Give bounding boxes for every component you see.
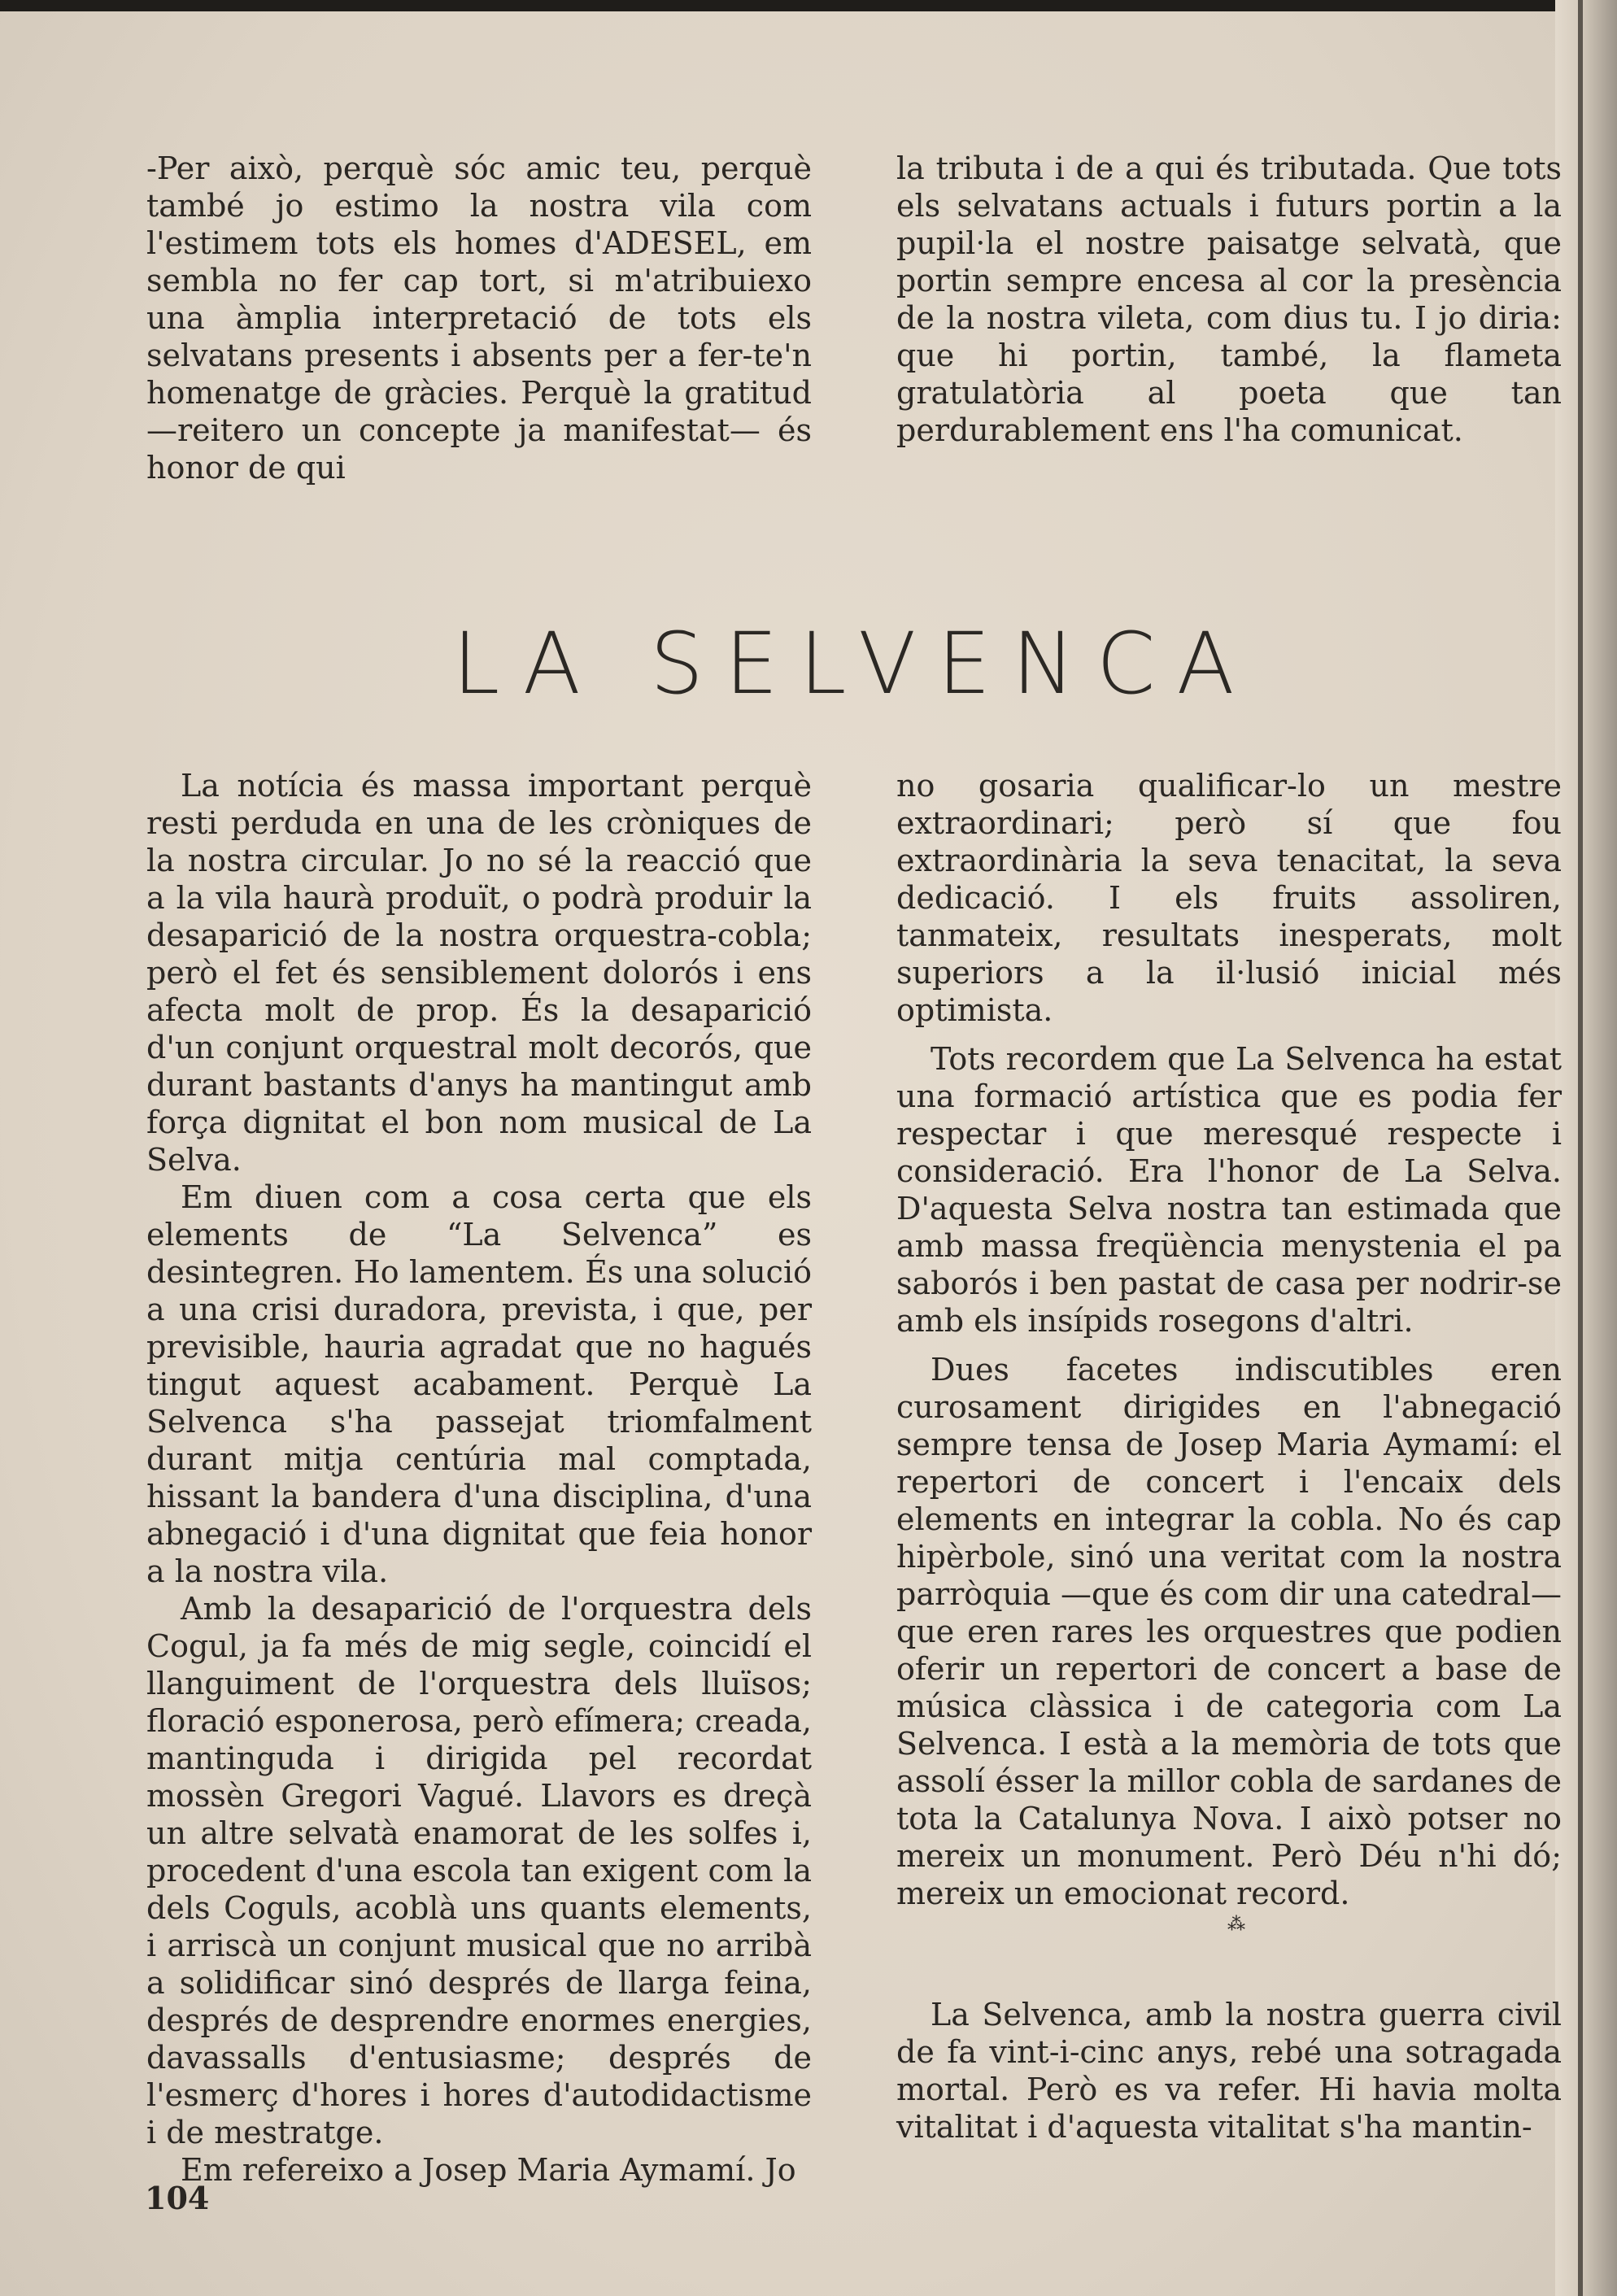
article-column-right xyxy=(896,767,1562,1912)
article-paragraph: La Selvenca, amb la nostra guerra civil de fa vint-i-cinc anys, rebé una sotragada mortal. Però es va refer. Hi havia molta vitalitat i d'aquesta vitalitat s'ha mantin- xyxy=(896,1997,1562,2145)
article-title: LA SELVENCA xyxy=(452,614,1256,713)
article-continuation xyxy=(896,1996,1562,2146)
article-paragraph: Em diuen com a cosa certa que els elements de “La Selvenca” es desintegren. Ho lamentem. És una solució a una crisi duradora, prevista, i que, per previsible, hauria agradat que no hagués tingut aquest acabament. Perquè La Selvenca s'ha passejat triomfalment durant mitja centúria mal comptada, hissant la bandera d'una disciplina, d'una abnegació i d'una dignitat que feia honor a la nostra vila. xyxy=(146,1179,812,1589)
article-paragraph: Dues facetes indiscutibles eren curosament dirigides en l'abnegació sempre tensa de Josep Maria Aymamí: el repertori de concert i l'encaix dels elements en integrar la cobla. No és cap hipèrbole, sinó una veritat com la nostra parròquia —que és com dir una catedral— que eren rares les orquestres que podien oferir un repertori de concert a base de música clàssica i de categoria com La Selvenca. I està a la memòria de tots que assolí ésser la millor cobla de sardanes de tota la Catalunya Nova. I això potser no mereix un monument. Però Déu n'hi dó; mereix un emocionat record. xyxy=(896,1352,1562,1911)
intro-paragraph-left: -Per això, perquè sóc amic teu, perquè també jo estimo la nostra vila com l'estimem tots els homes d'ADESEL, em sembla no fer cap tort, si m'atribuiexo una àmplia interpretació de tots els selvatans presents i absents per a fer-te'n homenatge de gràcies. Perquè la gratitud —reitero un concepte ja manifestat— és honor de qui xyxy=(146,150,812,486)
article-paragraph: La notícia és massa important perquè resti perduda en una de les cròniques de la nostra circular. Jo no sé la reacció que a la vila haurà produït, o podrà produir la desaparició de la nostra orquestra-cobla; però el fet és sensiblement dolorós i ens afecta molt de prop. És la desaparició d'un conjunt orquestral molt decorós, que durant bastants d'anys ha mantingut amb força dignitat el bon nom musical de La Selva. xyxy=(146,768,812,1178)
article-paragraph: Amb la desaparició de l'orquestra dels Cogul, ja fa més de mig segle, coincidí el llanguiment de l'orquestra dels lluïsos; floració esponerosa, però efímera; creada, mantinguda i dirigida pel recordat mossèn Gregori Vagué. Llavors es dreçà un altre selvatà enamorat de les solfes i, procedent d'una escola tan exigent com la dels Coguls, acoblà uns quants elements, i arriscà un conjunt musical que no arribà a solidificar sinó després de llarga feina, després de desprendre enormes energies, davassalls d'entusiasme; després de l'esmerç d'hores i hores d'autodidactisme i de mestratge. xyxy=(146,1591,812,2150)
article-column-left xyxy=(146,767,812,2189)
scan-top-border xyxy=(0,0,1617,11)
article-paragraph: no gosaria qualificar-lo un mestre extraordinari; però sí que fou extraordinària la seva tenacitat, la seva dedicació. I els fruits assoliren, tanmateix, resultats inesperats, molt superiors a la il·lusió inicial més optimista. xyxy=(896,768,1562,1028)
intro-column-left xyxy=(146,150,812,486)
intro-column-right xyxy=(896,150,1562,449)
page-edge-line xyxy=(1578,0,1583,2296)
article-paragraph: Tots recordem que La Selvenca ha estat una formació artística que es podia fer respectar i que meresqué respecte i consideració. Era l'honor de La Selva. D'aquesta Selva nostra tan estimada que amb massa freqüència menystenia el pa saborós i ben pastat de casa per nodrir-se amb els insípids rosegons d'altri. xyxy=(896,1041,1562,1339)
intro-paragraph-right: la tributa i de a qui és tributada. Que tots els selvatans actuals i futurs portin a la pupil·la el nostre paisatge selvatà, que portin sempre encesa al cor la presència de la nostra vileta, com dius tu. I jo diria: que hi portin, també, la flameta gratulatòria al poeta que tan perdurablement ens l'ha comunicat. xyxy=(896,150,1562,448)
section-divider-asterism: ⁂ xyxy=(1227,1915,1245,1935)
page-number: 104 xyxy=(145,2180,210,2216)
article-paragraph: Em refereixo a Josep Maria Aymamí. Jo xyxy=(181,2152,796,2188)
page-edge-shadow xyxy=(1555,0,1617,2296)
